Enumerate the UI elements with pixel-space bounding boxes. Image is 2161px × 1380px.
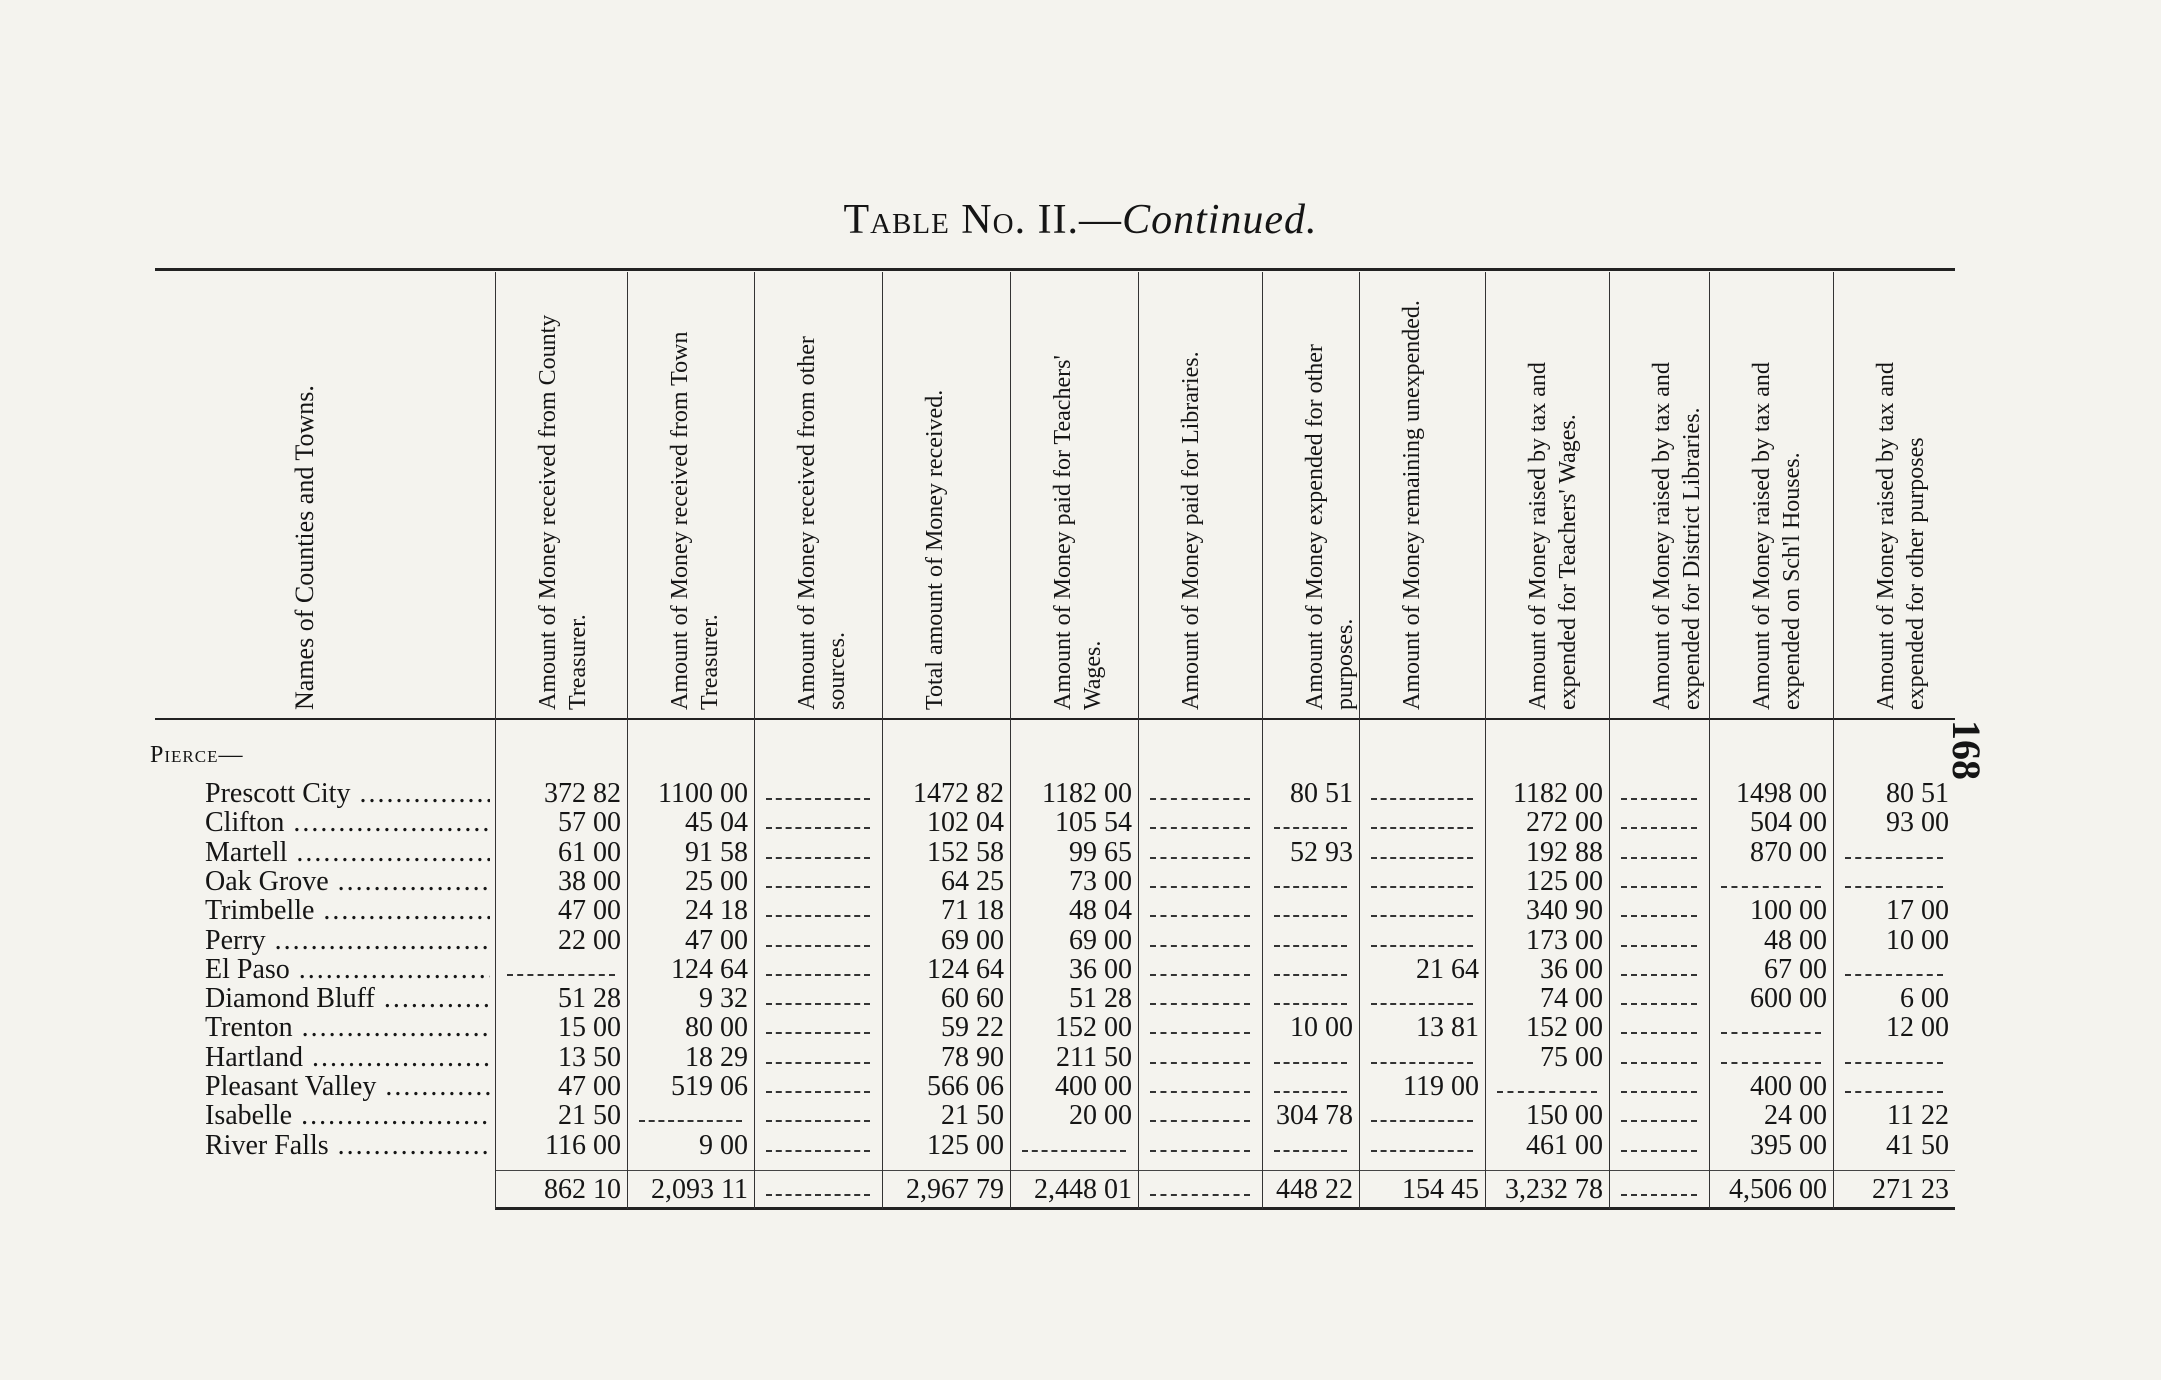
blank-dots <box>766 1134 870 1152</box>
table-row-cell: 24 00 <box>1764 1100 1827 1132</box>
blank-dots <box>1621 1046 1697 1064</box>
table-row-cell: 519 06 <box>671 1071 748 1102</box>
table-row-cell: 152 00 <box>1526 1012 1603 1044</box>
totals-row-cell: 4,506 00 <box>1729 1174 1827 1205</box>
table-row-cell: 80 00 <box>685 1012 748 1044</box>
blank-dots <box>1150 1046 1250 1064</box>
column-rule <box>1709 272 1710 1209</box>
blank-dots <box>1274 958 1347 976</box>
table-row-cell: 372 82 <box>544 778 621 809</box>
totals-row-cell: 154 45 <box>1402 1174 1479 1205</box>
blank-dots <box>1371 1046 1473 1064</box>
table-row-cell: 10 00 <box>1886 924 1949 956</box>
col-header-total-received: Total amount of Money received. <box>922 389 948 710</box>
table-row-cell: 152 00 <box>1055 1012 1132 1044</box>
column-rule <box>1138 272 1139 1209</box>
blank-dots <box>1022 1134 1126 1152</box>
blank-dots <box>1274 1134 1347 1152</box>
blank-dots <box>1621 1104 1697 1122</box>
blank-dots <box>1150 987 1250 1005</box>
blank-dots <box>1621 899 1697 917</box>
table-row-cell: 52 93 <box>1290 836 1353 868</box>
totals-row-cell: 2,448 01 <box>1034 1174 1132 1205</box>
col-header-teachers-wages: Amount of Money paid for Teachers' Wages. <box>1050 355 1106 710</box>
header-rule <box>155 718 1955 720</box>
blank-dots <box>1621 958 1697 976</box>
blank-dots <box>1274 1075 1347 1093</box>
table-row-cell: 504 00 <box>1750 807 1827 839</box>
blank-dots <box>1150 782 1250 800</box>
table-row-cell: 15 00 <box>558 1012 621 1044</box>
table-row-cell: 1182 00 <box>1042 778 1132 809</box>
table-row-cell: 124 64 <box>671 953 748 985</box>
table-row-cell: 100 00 <box>1750 895 1827 927</box>
town-name: Trenton ..... <box>205 1012 490 1044</box>
table-bottom-rule <box>495 1207 1955 1210</box>
table-row-cell: 461 00 <box>1526 1129 1603 1161</box>
blank-dots <box>639 1104 742 1122</box>
table-title <box>0 196 2161 244</box>
blank-dots <box>1371 811 1473 829</box>
blank-dots <box>1150 1075 1250 1093</box>
col-header-town-treasurer: Amount of Money received from Town Treasurer. <box>667 331 723 710</box>
table-row-cell: 91 58 <box>685 836 748 868</box>
col-header-tax-school-houses: Amount of Money raised by tax and expended on Sch'l Houses. <box>1749 362 1805 710</box>
table-row-cell: 124 64 <box>927 953 1004 985</box>
column-rule <box>1833 272 1834 1209</box>
blank-dots <box>1621 870 1697 888</box>
table-row-cell: 20 00 <box>1069 1100 1132 1132</box>
blank-dots <box>1274 1046 1347 1064</box>
blank-dots <box>1150 1016 1250 1034</box>
blank-dots <box>1274 929 1347 947</box>
col-header-other-purposes: Amount of Money expended for other purposes. <box>1302 344 1358 710</box>
blank-dots <box>766 1075 870 1093</box>
totals-row-cell: 2,093 11 <box>651 1174 748 1205</box>
col-header-libraries: Amount of Money paid for Libraries. <box>1178 351 1204 710</box>
table-row-cell: 116 00 <box>545 1129 621 1161</box>
table-row-cell: 93 00 <box>1886 807 1949 839</box>
totals-row-cell: 862 10 <box>544 1174 621 1205</box>
table-row-cell: 24 18 <box>685 895 748 927</box>
blank-dots <box>766 1178 870 1196</box>
blank-dots <box>766 1046 870 1064</box>
page-number: 168 <box>1944 720 1989 780</box>
town-name: Pleasant Valley ..... <box>205 1071 490 1103</box>
town-name: El Paso ..... <box>205 954 490 986</box>
table-row-cell: 105 54 <box>1055 807 1132 839</box>
table-row-cell: 64 25 <box>941 865 1004 897</box>
town-name: Prescott City ..... <box>205 778 490 810</box>
town-name: Martell ..... <box>205 837 490 869</box>
column-rule <box>1359 272 1360 1209</box>
blank-dots <box>1150 958 1250 976</box>
table-row-cell: 125 00 <box>1526 865 1603 897</box>
blank-dots <box>1621 1134 1697 1152</box>
blank-dots <box>1371 870 1473 888</box>
table-row-cell: 36 00 <box>1069 953 1132 985</box>
table-row-cell: 21 50 <box>558 1100 621 1132</box>
blank-dots <box>1150 1104 1250 1122</box>
table-row-cell: 13 81 <box>1416 1012 1479 1044</box>
blank-dots <box>1371 841 1473 859</box>
blank-dots <box>766 782 870 800</box>
table-row-cell: 69 00 <box>1069 924 1132 956</box>
table-row-cell: 395 00 <box>1750 1129 1827 1161</box>
table-row-cell: 25 00 <box>685 865 748 897</box>
blank-dots <box>1371 782 1473 800</box>
table-row-cell: 75 00 <box>1540 1041 1603 1073</box>
blank-dots <box>766 1104 870 1122</box>
blank-dots <box>507 958 615 976</box>
blank-dots <box>1371 899 1473 917</box>
table-row-cell: 38 00 <box>558 865 621 897</box>
table-row-cell: 80 51 <box>1290 778 1353 809</box>
table-row-cell: 17 00 <box>1886 895 1949 927</box>
blank-dots <box>1721 1046 1821 1064</box>
blank-dots <box>1274 899 1347 917</box>
table-row-cell: 47 00 <box>558 1071 621 1102</box>
table-row-cell: 21 50 <box>941 1100 1004 1132</box>
blank-dots <box>1371 929 1473 947</box>
table-row-cell: 57 00 <box>558 807 621 839</box>
town-name: River Falls ..... <box>205 1130 490 1162</box>
blank-dots <box>1497 1075 1597 1093</box>
table-row-cell: 1472 82 <box>913 778 1004 809</box>
totals-row-cell: 271 23 <box>1872 1174 1949 1205</box>
table-row-cell: 80 51 <box>1886 778 1949 809</box>
blank-dots <box>766 987 870 1005</box>
table-row-cell: 1182 00 <box>1513 778 1603 809</box>
totals-row-cell: 3,232 78 <box>1505 1174 1603 1205</box>
blank-dots <box>1371 1134 1473 1152</box>
blank-dots <box>1150 811 1250 829</box>
town-name: Oak Grove ..... <box>205 866 490 898</box>
table-row-cell: 36 00 <box>1540 953 1603 985</box>
table-row-cell: 11 22 <box>1887 1100 1949 1132</box>
table-row-cell: 272 00 <box>1526 807 1603 839</box>
table-row-cell: 41 50 <box>1886 1129 1949 1161</box>
totals-rule <box>495 1170 1955 1171</box>
blank-dots <box>766 958 870 976</box>
table-row-cell: 71 18 <box>941 895 1004 927</box>
town-name: Hartland ..... <box>205 1042 490 1074</box>
table-row-cell: 173 00 <box>1526 924 1603 956</box>
blank-dots <box>1621 841 1697 859</box>
table-row-cell: 566 06 <box>927 1071 1004 1102</box>
table-row-cell: 400 00 <box>1055 1071 1132 1102</box>
blank-dots <box>1721 870 1821 888</box>
blank-dots <box>1621 1075 1697 1093</box>
blank-dots <box>1150 870 1250 888</box>
table-row-cell: 73 00 <box>1069 865 1132 897</box>
blank-dots <box>1371 1104 1473 1122</box>
table-row-cell: 78 90 <box>941 1041 1004 1073</box>
blank-dots <box>1150 929 1250 947</box>
col-header-tax-teachers-wages: Amount of Money raised by tax and expended for Teachers' Wages. <box>1525 362 1581 710</box>
table-row-cell: 12 00 <box>1886 1012 1949 1044</box>
table-row-cell: 60 60 <box>941 983 1004 1015</box>
table-row-cell: 340 90 <box>1526 895 1603 927</box>
table-row-cell: 13 50 <box>558 1041 621 1073</box>
blank-dots <box>1621 782 1697 800</box>
table-top-rule <box>155 268 1955 271</box>
county-name: Pierce— <box>150 742 244 768</box>
table-row-cell: 48 04 <box>1069 895 1132 927</box>
table-row-cell: 69 00 <box>941 924 1004 956</box>
col-header-tax-other-purposes: Amount of Money raised by tax and expended for other purposes <box>1873 362 1929 710</box>
blank-dots <box>1845 1046 1943 1064</box>
table-row-cell: 51 28 <box>558 983 621 1015</box>
table-row-cell: 152 58 <box>927 836 1004 868</box>
table-title-prefix: Table No. II.— <box>843 197 1123 243</box>
table-row-cell: 102 04 <box>927 807 1004 839</box>
blank-dots <box>766 899 870 917</box>
town-name: Diamond Bluff ..... <box>205 983 490 1015</box>
table-row-cell: 9 00 <box>699 1129 748 1161</box>
blank-dots <box>1845 1075 1943 1093</box>
town-name: Trimbelle ..... <box>205 895 490 927</box>
col-header-county-treasurer: Amount of Money received from County Treasurer. <box>535 314 591 710</box>
blank-dots <box>1845 958 1943 976</box>
totals-row-cell: 2,967 79 <box>906 1174 1004 1205</box>
table-row-cell: 48 00 <box>1764 924 1827 956</box>
table-row-cell: 74 00 <box>1540 983 1603 1015</box>
blank-dots <box>1274 870 1347 888</box>
col-header-unexpended: Amount of Money remaining unexpended. <box>1399 300 1425 710</box>
blank-dots <box>1150 1178 1250 1196</box>
table-row-cell: 10 00 <box>1290 1012 1353 1044</box>
blank-dots <box>1150 1134 1250 1152</box>
table-row-cell: 47 00 <box>685 924 748 956</box>
blank-dots <box>1721 1016 1821 1034</box>
table-row-cell: 47 00 <box>558 895 621 927</box>
column-rule <box>1262 272 1263 1209</box>
table-row-cell: 6 00 <box>1900 983 1949 1015</box>
table-row-cell: 51 28 <box>1069 983 1132 1015</box>
blank-dots <box>1150 841 1250 859</box>
blank-dots <box>1621 987 1697 1005</box>
blank-dots <box>1274 811 1347 829</box>
blank-dots <box>1150 899 1250 917</box>
col-header-other-sources: Amount of Money received from other sources. <box>794 336 850 710</box>
table-row-cell: 600 00 <box>1750 983 1827 1015</box>
blank-dots <box>1371 987 1473 1005</box>
blank-dots <box>766 929 870 947</box>
table-row-cell: 67 00 <box>1764 953 1827 985</box>
blank-dots <box>1621 1178 1697 1196</box>
blank-dots <box>766 1016 870 1034</box>
table-row-cell: 99 65 <box>1069 836 1132 868</box>
table-row-cell: 61 00 <box>558 836 621 868</box>
town-name: Clifton ..... <box>205 807 490 839</box>
table-row-cell: 1100 00 <box>658 778 748 809</box>
table-row-cell: 1498 00 <box>1736 778 1827 809</box>
blank-dots <box>766 870 870 888</box>
table-row-cell: 211 50 <box>1056 1041 1132 1073</box>
blank-dots <box>1621 929 1697 947</box>
column-rule <box>1609 272 1610 1209</box>
table-row-cell: 150 00 <box>1526 1100 1603 1132</box>
table-row-cell: 400 00 <box>1750 1071 1827 1102</box>
table-row-cell: 125 00 <box>927 1129 1004 1161</box>
totals-row-cell: 448 22 <box>1276 1174 1353 1205</box>
table-row-cell: 304 78 <box>1276 1100 1353 1132</box>
table-row-cell: 870 00 <box>1750 836 1827 868</box>
table-row-cell: 18 29 <box>685 1041 748 1073</box>
table-row-cell: 119 00 <box>1403 1071 1479 1102</box>
blank-dots <box>1274 987 1347 1005</box>
column-rule <box>754 272 755 1209</box>
town-name: Isabelle ..... <box>205 1100 490 1132</box>
col-header-names: Names of Counties and Towns. <box>290 385 319 710</box>
table-row-cell: 45 04 <box>685 807 748 839</box>
table-row-cell: 59 22 <box>941 1012 1004 1044</box>
blank-dots <box>1845 870 1943 888</box>
table-title-suffix: Continued. <box>1122 197 1318 243</box>
blank-dots <box>766 811 870 829</box>
table-row-cell: 9 32 <box>699 983 748 1015</box>
table-row-cell: 192 88 <box>1526 836 1603 868</box>
blank-dots <box>1845 841 1943 859</box>
table-row-cell: 22 00 <box>558 924 621 956</box>
blank-dots <box>1621 811 1697 829</box>
col-header-tax-district-libraries: Amount of Money raised by tax and expended for District Libraries. <box>1649 362 1705 710</box>
blank-dots <box>1621 1016 1697 1034</box>
blank-dots <box>766 841 870 859</box>
table-row-cell: 21 64 <box>1416 953 1479 985</box>
town-name: Perry ..... <box>205 925 490 957</box>
